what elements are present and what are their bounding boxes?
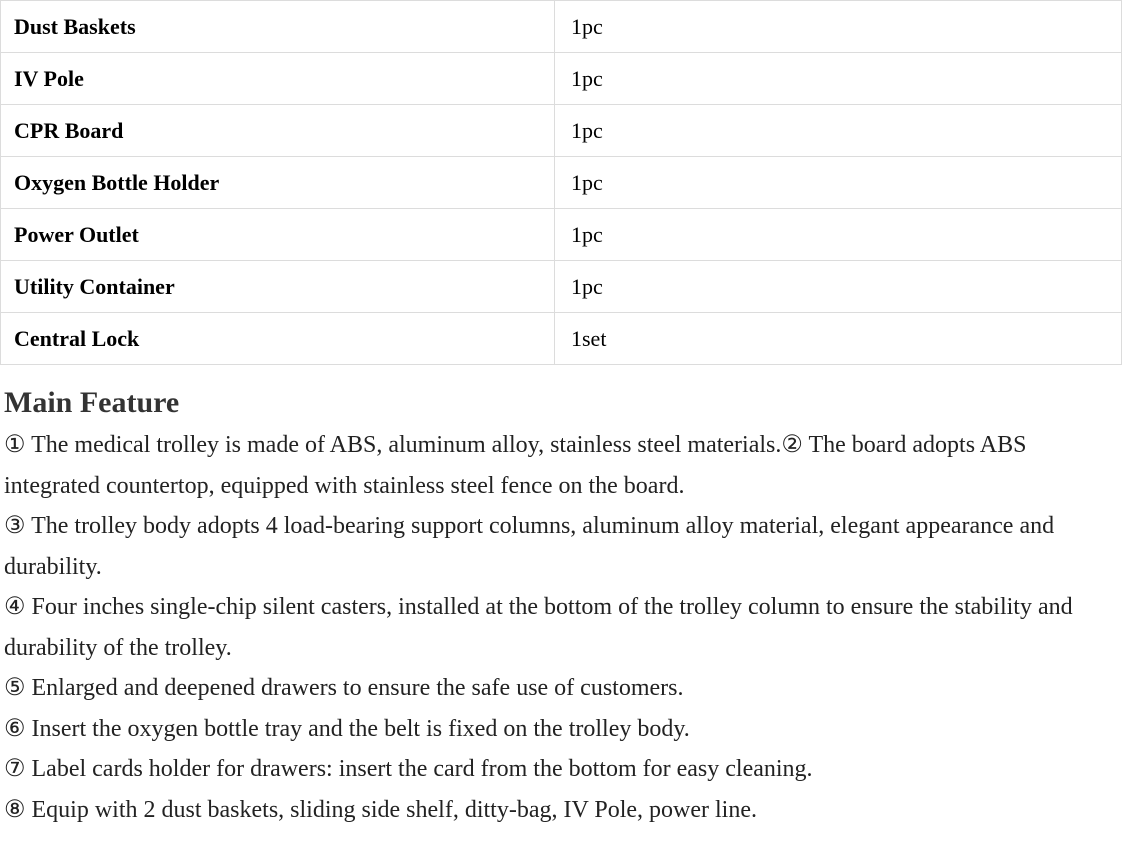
section-title: Main Feature <box>4 386 180 419</box>
item-name-cell: CPR Board <box>1 105 555 157</box>
table-row <box>1 53 1122 105</box>
table-row <box>1 261 1122 313</box>
item-quantity-cell: 1set <box>555 313 1122 365</box>
item-quantity-cell: 1pc <box>555 105 1122 157</box>
table-row <box>1 209 1122 261</box>
table-row <box>1 313 1122 365</box>
item-quantity-cell: 1pc <box>555 53 1122 105</box>
table-row <box>1 157 1122 209</box>
table-row <box>1 105 1122 157</box>
feature-paragraph: ⑥ Insert the oxygen bottle tray and the belt is fixed on the trolley body. <box>4 715 690 742</box>
item-quantity-cell: 1pc <box>555 157 1122 209</box>
item-quantity-cell: 1pc <box>555 1 1122 53</box>
feature-paragraph: ① The medical trolley is made of ABS, aluminum alloy, stainless steel materials.② The board adopts ABS integrated countertop, equipped with stainless steel fence on the board. <box>4 432 1027 499</box>
table-row <box>1 1 1122 53</box>
feature-paragraph: ⑧ Equip with 2 dust baskets, sliding side shelf, ditty-bag, IV Pole, power line. <box>4 796 757 823</box>
item-quantity-cell: 1pc <box>555 209 1122 261</box>
feature-paragraph: ③ The trolley body adopts 4 load-bearing support columns, aluminum alloy material, elegant appearance and durability. <box>4 513 1055 580</box>
feature-paragraph: ⑤ Enlarged and deepened drawers to ensure the safe use of customers. <box>4 675 684 701</box>
item-name-cell: Oxygen Bottle Holder <box>1 157 555 209</box>
feature-paragraph: ⑦ Label cards holder for drawers: insert the card from the bottom for easy cleaning. <box>4 756 813 782</box>
feature-paragraph: ④ Four inches single-chip silent casters, installed at the bottom of the trolley column to ensure the stability and durability of the trolley. <box>4 594 1073 661</box>
feature-list <box>4 425 1114 830</box>
item-name-cell: Dust Baskets <box>1 1 555 53</box>
item-name-cell: Central Lock <box>1 313 555 365</box>
item-name-cell: Utility Container <box>1 261 555 313</box>
item-quantity-cell: 1pc <box>555 261 1122 313</box>
item-name-cell: Power Outlet <box>1 209 555 261</box>
item-name-cell: IV Pole <box>1 53 555 105</box>
accessories-table <box>0 0 1122 365</box>
